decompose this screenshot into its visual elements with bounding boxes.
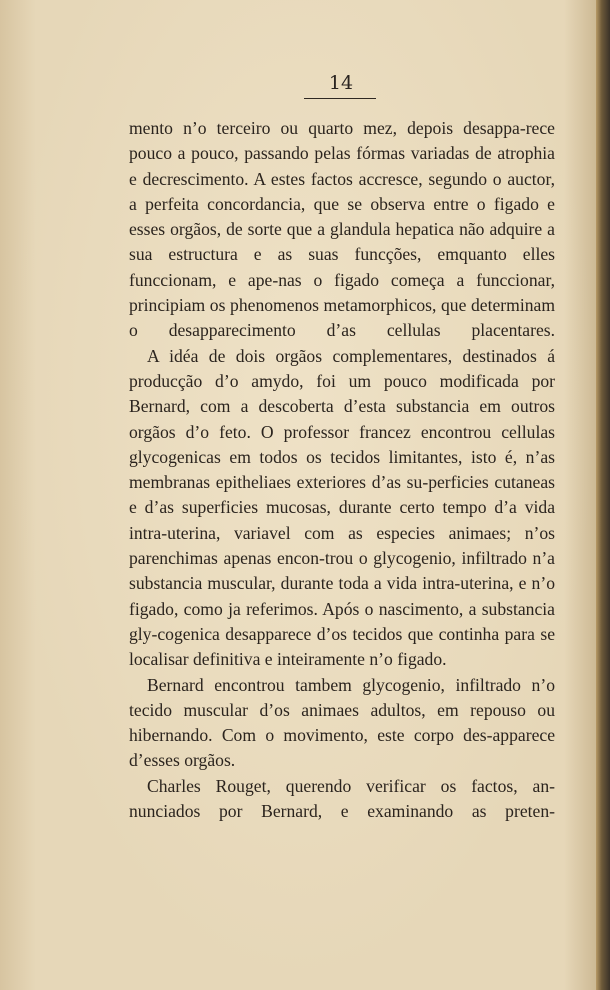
text-line: observa entre o figado e esses orgãos, de sorte que xyxy=(129,193,555,240)
text-line: desapparecimento d’as cellulas placentares. xyxy=(168,320,555,341)
text-line: á producção d’o amydo, foi um pouco modificada xyxy=(129,345,555,391)
text-line: nunciados por Bernard, e examinando as preten- xyxy=(129,801,555,822)
text-line: Bernard encontrou tambem glycogenio, infiltrado xyxy=(147,674,521,695)
text-line: ou hibernando. Com o movimento, este corpo des- xyxy=(129,699,555,746)
text-line: outros orgãos d’o feto. O professor francez encontrou xyxy=(129,396,555,442)
text-line: isto é, n’as membranas epitheliaes exteriores d’as su- xyxy=(129,446,555,493)
text-line: especies animaes; n’os parenchimas apenas encon- xyxy=(129,522,555,569)
text-line: cellulas glycogenicas em todos os tecidos limitantes, xyxy=(129,421,555,467)
text-line: apparece d’esses orgãos. xyxy=(129,725,555,771)
text-line: a glandula hepatica não adquire a sua estructura e xyxy=(129,219,555,265)
page-number: 14 xyxy=(328,72,354,94)
text-line: as suas funcções, emquanto elles funccionam, e ape- xyxy=(129,244,555,290)
body-text xyxy=(129,116,555,824)
text-line: durante toda a vida intra-uterina, e n’o figado, como xyxy=(129,573,555,619)
text-line: Charles Rouget, querendo verificar os factos, an- xyxy=(147,775,555,796)
text-line: A idéa de dois orgãos complementares, destinados xyxy=(147,345,537,366)
text-line: ja referimos. Após o nascimento, a substancia gly- xyxy=(129,598,555,644)
paragraph-4 xyxy=(129,774,555,825)
text-line: perficies cutaneas e d’as superficies mucosas, durante xyxy=(129,472,555,518)
text-line: certo tempo d’a vida intra-uterina, variavel com as xyxy=(129,497,556,543)
text-line: n’o tecido muscular d’os animaes adultos, em repouso xyxy=(129,674,555,720)
text-line: de atrophia e decrescimento. A estes factos accresce, xyxy=(129,143,555,189)
text-line: segundo o auctor, a perfeita concordancia, que se xyxy=(129,168,556,214)
paragraph-2 xyxy=(129,344,555,673)
text-line: mento n’o terceiro ou quarto mez, depois desappa- xyxy=(129,118,526,138)
paragraph-1 xyxy=(129,116,555,344)
text-line: nas o figado começa a funccionar, principiam os xyxy=(129,269,555,316)
page-edge xyxy=(596,0,610,990)
header-rule xyxy=(304,98,376,99)
text-line: rece pouco a pouco, passando pelas fórmas variadas xyxy=(129,118,555,164)
text-line: trou o glycogenio, infiltrado n’a substancia muscular, xyxy=(129,548,555,594)
text-line: phenomenos metamorphicos, que determinam o xyxy=(129,295,556,341)
text-line: se localisar definitiva e inteiramente n’o figado. xyxy=(129,623,555,670)
text-line: por Bernard, com a descoberta d’esta substancia em xyxy=(129,370,556,417)
text-line: cogenica desapparece d’os tecidos que continha para xyxy=(157,623,535,644)
paragraph-3 xyxy=(129,673,555,774)
